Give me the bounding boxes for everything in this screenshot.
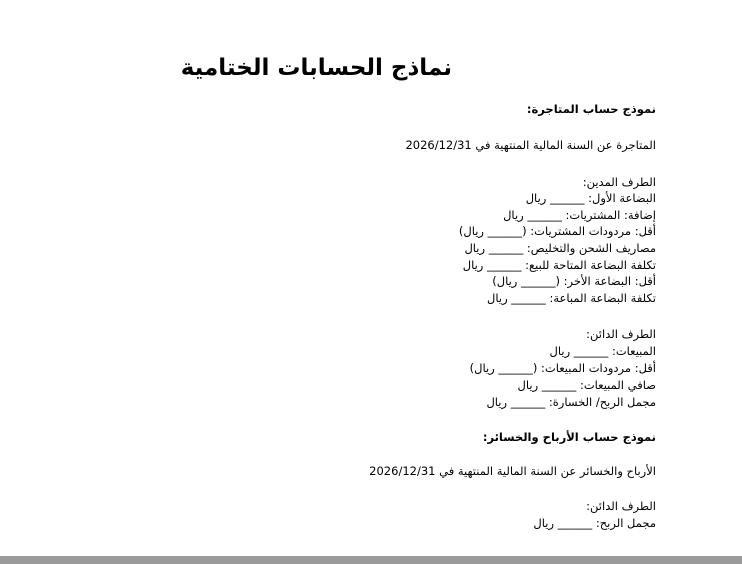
pl-credit-item-gross-profit: مجمل الربح: ______ ريال: [533, 516, 656, 530]
debit-item-opening-stock: البضاعة الأول: ______ ريال: [525, 191, 656, 205]
trading-account-heading: نموذج حساب المتاجرة:: [526, 102, 656, 116]
debit-item-purchase-returns: أقل: مردودات المشتريات: (______ ريال): [458, 224, 656, 238]
debit-item-closing-stock: أقل: البضاعة الأخر: (______ ريال): [492, 274, 656, 288]
profit-loss-heading: نموذج حساب الأرباح والخسائر:: [482, 430, 656, 444]
debit-item-purchases: إضافة: المشتريات: ______ ريال: [503, 208, 656, 222]
window-bottom-edge: [0, 556, 742, 564]
trading-credit-label: الطرف الدائن:: [586, 327, 656, 341]
credit-item-gross-profit-loss: مجمل الربح/ الخسارة: ______ ريال: [486, 395, 656, 409]
credit-item-sales: المبيعات: ______ ريال: [549, 344, 656, 358]
credit-item-net-sales: صافي المبيعات: ______ ريال: [517, 378, 656, 392]
page-title: نماذج الحسابات الختامية: [180, 55, 452, 81]
debit-item-freight-clearing: مصاريف الشحن والتخليص: ______ ريال: [464, 241, 656, 255]
debit-item-cost-of-goods-sold: تكلفة البضاعة المباعة: ______ ريال: [487, 291, 656, 305]
credit-item-sales-returns: أقل: مردودات المبيعات: (______ ريال): [469, 361, 656, 375]
profit-loss-credit-label: الطرف الدائن:: [586, 499, 656, 513]
profit-loss-period-line: الأرباح والخسائر عن السنة المالية المنتهية في 2026/12/31: [369, 464, 656, 478]
debit-item-goods-available: تكلفة البضاعة المتاحة للبيع: ______ ريال: [462, 258, 656, 272]
trading-period-line: المتاجرة عن السنة المالية المنتهية في 2026/12/31: [405, 138, 656, 152]
trading-debit-label: الطرف المدين:: [582, 175, 656, 189]
